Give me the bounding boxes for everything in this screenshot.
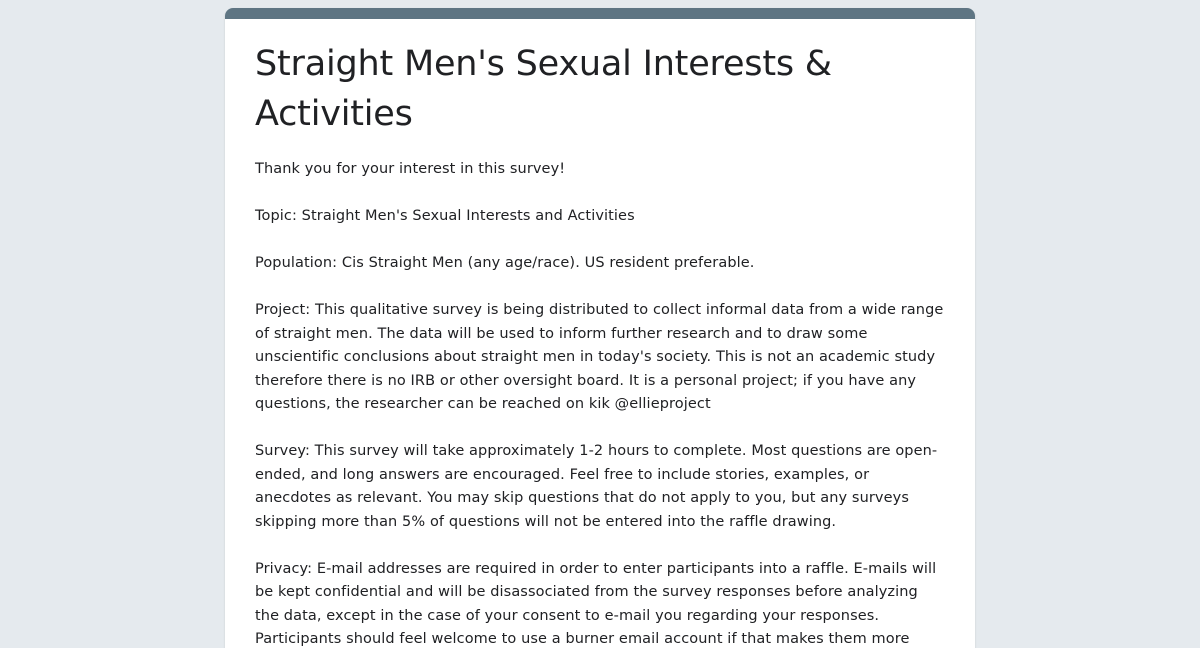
description-topic: Topic: Straight Men's Sexual Interests and Activities <box>255 205 945 229</box>
description-project: Project: This qualitative survey is being distributed to collect informal data from a wide range of straight men. The data will be used to inform further research and to draw some unscientific conclusions about straight men in today's society. This is not an academic study therefore there is no IRB or other oversight board. It is a personal project; if you have any questions, the researcher can be reached on kik @ellieproject <box>255 299 945 417</box>
description-population: Population: Cis Straight Men (any age/race). US resident preferable. <box>255 252 945 276</box>
form-title: Straight Men's Sexual Interests & Activities <box>255 39 945 139</box>
form-header-content <box>225 19 975 648</box>
description-thanks: Thank you for your interest in this survey! <box>255 158 945 182</box>
description-privacy: Privacy: E-mail addresses are required in order to enter participants into a raffle. E-mails will be kept confidential and will be disassociated from the survey responses before analyzing the data, except in the case of your consent to e-mail you regarding your responses. Participants should feel welcome to use a burner email account if that makes them more <box>255 558 945 648</box>
form-description <box>255 158 945 648</box>
form-accent-bar <box>225 8 975 19</box>
form-header-card <box>225 8 975 648</box>
description-survey: Survey: This survey will take approximately 1-2 hours to complete. Most questions are open-ended, and long answers are encouraged. Feel free to include stories, examples, or anecdotes as relevant. You may skip questions that do not apply to you, but any surveys skipping more than 5% of questions will not be entered into the raffle drawing. <box>255 440 945 534</box>
